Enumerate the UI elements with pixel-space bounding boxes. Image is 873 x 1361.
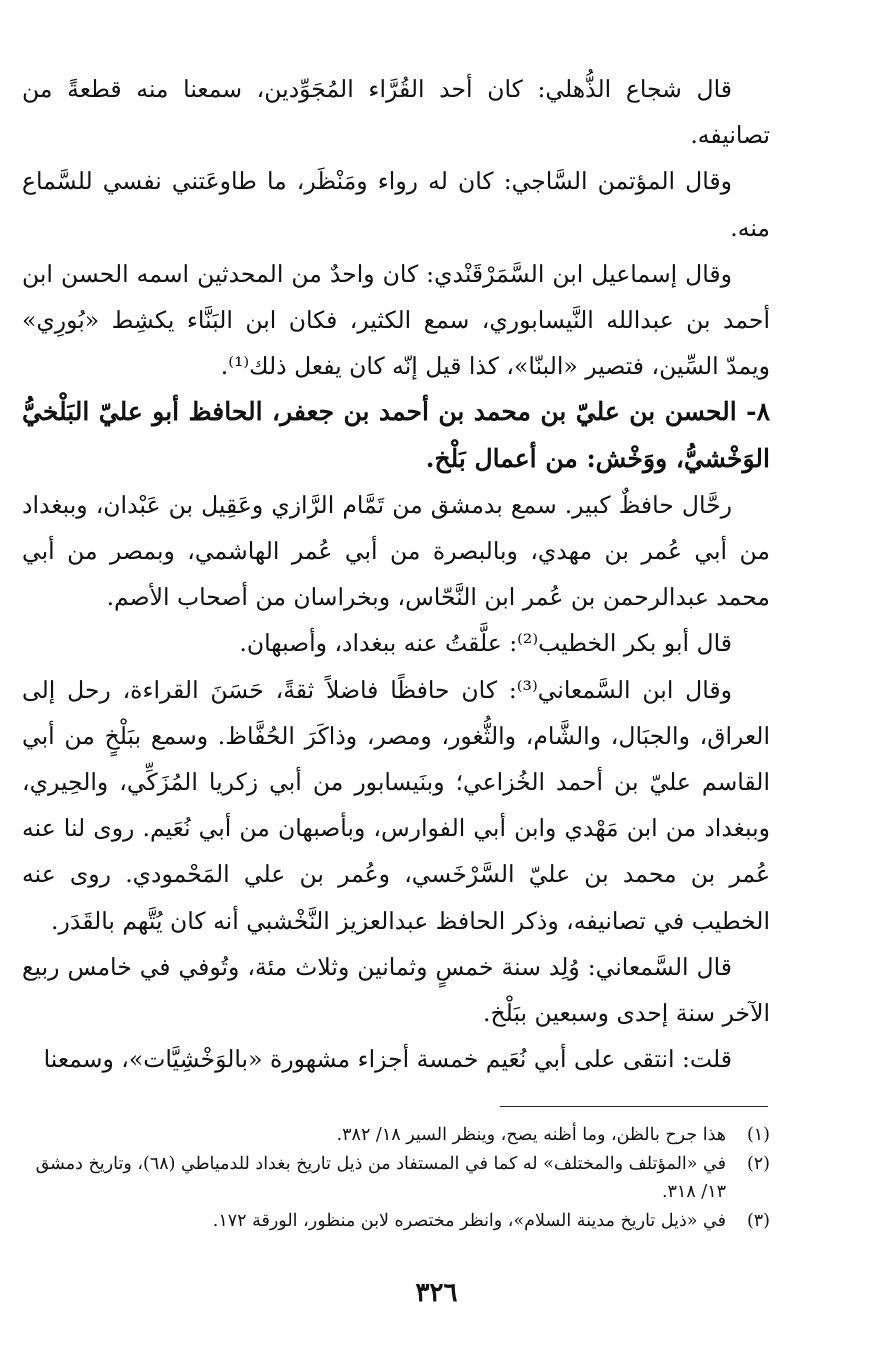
paragraph-khatib-quote: قال أبو بكر الخطيب⁽²⁾: علَّقتُ عنه ببغداد، وأصبهان.: [239, 629, 732, 658]
paragraph-ismail-quote: وقال إسماعيل ابن السَّمَرْقَنْدي: كان واحدٌ من المحدثين اسمه الحسن ابن أحمد بن عبدالله النَّيسابوري، سمع الكثير، فكان ابن البَنَّاء يكشِط «بُورِي» ويمدّ السِّين، فتصير «البنّا»، كذا قيل إنّه كان يفعل ذلك⁽¹⁾.: [22, 259, 770, 381]
paragraph-author-note: قلت: انتقى على أبي نُعَيم خمسة أجزاء مشهورة «بالوَخْشِيَّات»، وسمعنا: [43, 1045, 732, 1074]
footnote-item: [30, 1121, 770, 1150]
footnote-item: [30, 1150, 770, 1207]
footnote-separator: [500, 1106, 768, 1107]
paragraph-samani-quote: وقال ابن السَّمعاني⁽³⁾: كان حافظًا فاضلاً ثقةً، حَسَنَ القراءة، رحل إلى العراق، والجبَال، والشَّام، والثُّغور، ومصر، وذاكَرَ الحُفَّاظ. وسمع ببَلْخٍ من أبي القاسم عليّ بن أحمد الخُزاعي؛ وبنَيسابور من أبي زكريا المُزَكِّي، والحِيري، وببغداد من ابن مَهْدي وابن أبي الفوارس، وبأصبهان من أبي نُعَيم. روى لنا عنه عُمر بن محمد بن عليّ السَّرْخَسي، وعُمر بن علي المَحْمودي. روى عنه الخطيب في تصانيفه، وذكر الحافظ عبدالعزيز النَّخْشبي أنه كان يُتَّهم بالقَدَر.: [22, 675, 770, 935]
paragraph-shuja-quote: قال شجاع الذُّهلي: كان أحد القُرَّاء المُجَوِّدين، سمعنا منه قطعةً من تصانيفه.: [22, 75, 770, 150]
footnote-item: [30, 1207, 770, 1236]
footnote-number: (٣): [746, 1210, 770, 1231]
paragraph-mutaman-quote: وقال المؤتمن السَّاجي: كان له رواء ومَنْظَر، ما طاوعَتني نفسي للسَّماع منه.: [22, 167, 770, 242]
main-text: [22, 66, 770, 1082]
paragraph-birth-death: قال السَّمعاني: وُلِد سنة خمسٍ وثمانين وثلاث مئة، وتُوفي في خامس ربيع الآخر سنة إحدى وسبعين ببَلْخ.: [22, 952, 770, 1028]
footnote-text: في «المؤتلف والمختلف» له كما في المستفاد من ذيل تاريخ بغداد للدمياطي (٦٨)، وتاريخ دمشق ١٣/ ٣١٨.: [35, 1153, 726, 1202]
footnotes: [30, 1121, 770, 1235]
footnote-text: في «ذيل تاريخ مدينة السلام»، وانظر مختصره لابن منظور، الورقة ١٧٢.: [212, 1210, 726, 1231]
footnote-number: (٢): [746, 1153, 770, 1174]
entry-heading: ٨- الحسن بن عليّ بن محمد بن أحمد بن جعفر، الحافظ أبو عليّ البَلْخيُّ الوَخْشيُّ، ووَخْش: من أعمال بَلْخ.: [22, 397, 770, 473]
paragraph-biography: رحَّال حافظٌ كبير. سمع بدمشق من تَمَّام الرَّازي وعَقِيل بن عَبْدان، وببغداد من أبي عُمر بن مهدي، وبالبصرة من أبي عُمر الهاشمي، وبمصر من أبي محمد عبدالرحمن بن عُمر ابن النَّحّاس، وبخراسان من أصحاب الأصم.: [22, 490, 770, 612]
page-number: ٣٢٦: [415, 1278, 458, 1308]
footnote-number: (١): [746, 1125, 770, 1145]
footnote-text: هذا جرح بالظن، وما أظنه يصح، وينظر السير ١٨/ ٣٨٢.: [336, 1125, 726, 1145]
